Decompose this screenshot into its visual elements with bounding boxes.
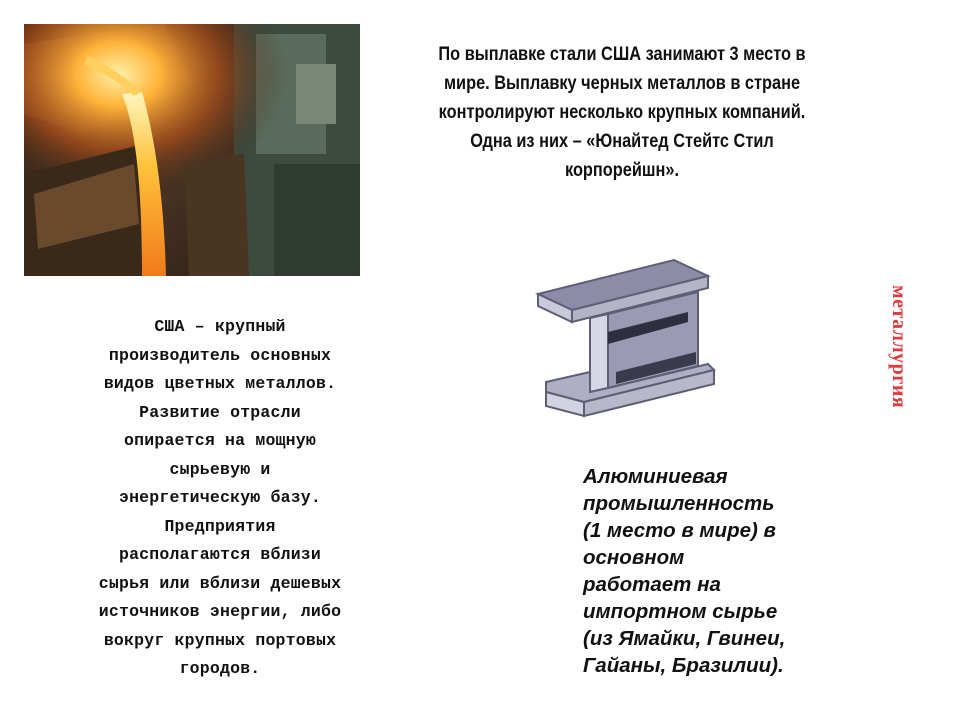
steel-production-text: [424, 40, 820, 185]
text-line: видов цветных металлов.: [103, 374, 337, 393]
text-line: США – крупный: [154, 317, 286, 336]
heading-line: мире. Выплавку черных металлов в стране: [443, 73, 801, 94]
text-line: производитель основных: [108, 345, 332, 365]
nonferrous-metals-text: [36, 313, 404, 684]
text-line: Предприятия: [164, 516, 276, 536]
text-line: импортном сырье: [583, 600, 778, 623]
text-line: Гайаны, Бразилии).: [583, 654, 784, 677]
text-line: (1 место в мире) в: [583, 519, 776, 542]
molten-steel-photo: [24, 24, 360, 276]
metallurgy-side-label: металлургия: [888, 285, 910, 409]
aluminum-industry-text: [583, 463, 843, 679]
text-line: опирается на мощную: [124, 431, 316, 450]
text-line: Алюминиевая: [583, 465, 728, 488]
steel-i-beam-icon: [528, 252, 724, 432]
heading-line: контролируют несколько крупных компаний.: [438, 102, 806, 123]
heading-line: Одна из них – «Юнайтед Стейтс Стил: [470, 131, 774, 152]
text-line: промышленность: [583, 492, 775, 515]
text-line: работает на: [583, 573, 721, 596]
text-line: городов.: [179, 659, 261, 678]
molten-steel-pouring-image: [24, 24, 360, 276]
text-line: Развитие отрасли: [139, 402, 301, 422]
text-line: энергетическую базу.: [118, 488, 322, 507]
text-line: (из Ямайки, Гвинеи,: [583, 627, 786, 650]
heading-line: По выплавке стали США занимают 3 место в: [438, 44, 806, 65]
text-line: основном: [583, 546, 685, 569]
text-line: источников энергии, либо: [98, 602, 342, 621]
text-line: располагаются вблизи: [118, 545, 322, 564]
text-line: вокруг крупных портовых: [103, 630, 337, 650]
i-beam-graphic: [528, 252, 724, 432]
text-line: сырьевую и: [169, 459, 271, 479]
text-line: сырья или вблизи дешевых: [98, 573, 342, 593]
heading-line: корпорейшн».: [564, 160, 680, 181]
